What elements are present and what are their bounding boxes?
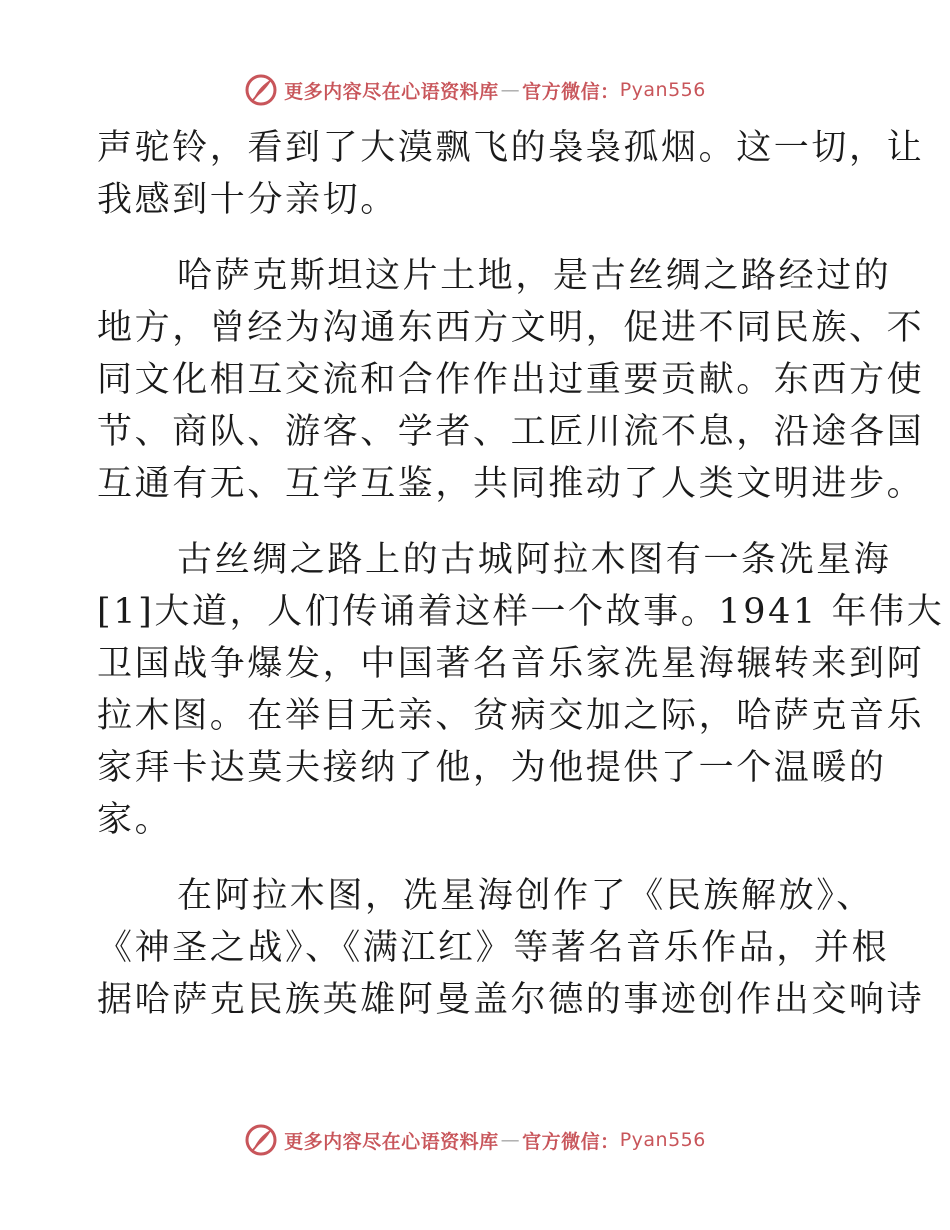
text-line: 卫国战争爆发，中国著名音乐家冼星海辗转来到阿 <box>97 644 925 684</box>
watermark-wechat-id: Pyan556 <box>619 79 706 101</box>
paragraph <box>97 122 925 226</box>
text-line: 我感到十分亲切。 <box>97 180 398 220</box>
text-line: 古丝绸之路上的古城阿拉木图有一条冼星海 <box>177 540 892 580</box>
text-line: 拉木图。在举目无亲、贫病交加之际，哈萨克音乐 <box>97 696 925 736</box>
text-line: 据哈萨克民族英雄阿曼盖尔德的事迹创作出交响诗 <box>97 980 925 1020</box>
paragraph <box>97 250 925 510</box>
watermark-dash: — <box>500 1129 521 1151</box>
feather-logo-icon <box>244 1123 278 1157</box>
text-line: 《神圣之战》、《满江红》等著名音乐作品，并根 <box>97 928 890 968</box>
text-line: 声驼铃，看到了大漠飘飞的袅袅孤烟。这一切，让 <box>97 128 925 168</box>
header-watermark <box>0 70 950 110</box>
text-line: 节、商队、游客、学者、工匠川流不息，沿途各国 <box>97 412 925 452</box>
feather-logo-icon <box>244 73 278 107</box>
watermark-wechat-label: 官方微信： <box>522 80 620 103</box>
text-line: 同文化相互交流和合作作出过重要贡献。东西方使 <box>97 360 925 400</box>
text-line: [1]大道，人们传诵着这样一个故事。1941 年伟大 <box>97 592 945 632</box>
watermark-dash: — <box>500 79 521 101</box>
text-line: 地方，曾经为沟通东西方文明，促进不同民族、不 <box>97 308 925 348</box>
text-line: 家拜卡达莫夫接纳了他，为他提供了一个温暖的 <box>97 748 887 788</box>
document-body <box>97 122 945 1026</box>
footer-watermark <box>0 1120 950 1160</box>
watermark-text: 更多内容尽在心语资料库 <box>284 80 499 103</box>
watermark-wechat-id: Pyan556 <box>619 1129 706 1151</box>
text-line: 在阿拉木图，冼星海创作了《民族解放》、 <box>177 876 874 916</box>
watermark-wechat-label: 官方微信： <box>522 1130 620 1153</box>
text-line: 互通有无、互学互鉴，共同推动了人类文明进步。 <box>97 464 925 504</box>
paragraph <box>97 870 925 1026</box>
text-line: 哈萨克斯坦这片土地，是古丝绸之路经过的 <box>177 256 892 296</box>
text-line: 家。 <box>97 800 173 840</box>
watermark-text: 更多内容尽在心语资料库 <box>284 1130 499 1153</box>
paragraph <box>97 534 945 846</box>
